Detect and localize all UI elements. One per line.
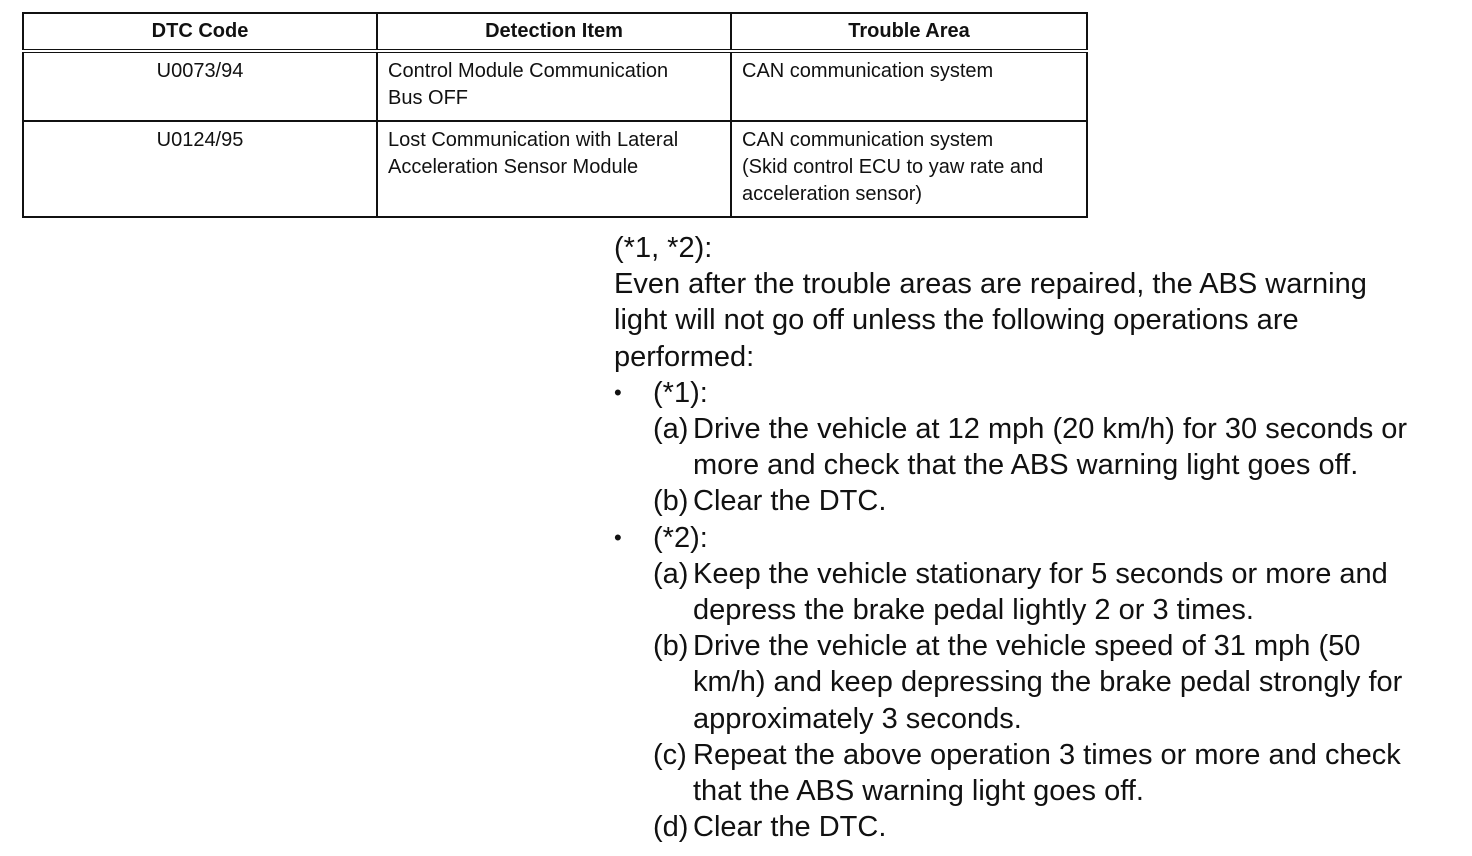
step-line: Clear the DTC. — [693, 811, 887, 844]
bullet-label: (*2): — [653, 521, 708, 554]
step-item — [614, 483, 1444, 519]
header-trouble-area: Trouble Area — [731, 13, 1087, 51]
step-line: Repeat the above operation 3 times or more and check — [693, 738, 1401, 771]
detection-item-cell — [377, 121, 731, 217]
trouble-area-cell — [731, 121, 1087, 217]
detection-line: Bus OFF — [388, 87, 469, 109]
bullet-icon: • — [614, 524, 622, 550]
step-line: more and check that the ABS warning light goes off. — [693, 449, 1359, 482]
bullet-item — [614, 375, 1444, 411]
bullet-label: (*1): — [653, 376, 708, 409]
notes-intro-line: Even after the trouble areas are repaired, the ABS warning — [614, 268, 1367, 301]
step-label: (b) — [653, 630, 689, 663]
table-row — [23, 51, 1087, 121]
header-detection-item: Detection Item — [377, 13, 731, 51]
detection-line: Lost Communication with Lateral — [388, 129, 679, 151]
table-header-row — [23, 13, 1087, 51]
bullet-icon: • — [614, 379, 622, 405]
notes-intro-line: light will not go off unless the following operations are — [614, 304, 1299, 337]
step-label: (c) — [653, 738, 687, 771]
dtc-table — [22, 12, 1088, 218]
step-line: Keep the vehicle stationary for 5 seconds or more and — [693, 557, 1388, 590]
step-line: approximately 3 seconds. — [693, 702, 1022, 735]
step-line: km/h) and keep depressing the brake pedal strongly for — [693, 666, 1403, 699]
step-line: Clear the DTC. — [693, 485, 887, 518]
trouble-line: CAN communication system — [742, 60, 994, 82]
detection-line: Control Module Communication — [388, 60, 669, 82]
step-label: (b) — [653, 485, 689, 518]
bullet-item — [614, 520, 1444, 556]
dtc-code-cell: U0073/94 — [23, 51, 377, 121]
notes-section — [614, 230, 1444, 845]
dtc-code-cell: U0124/95 — [23, 121, 377, 217]
step-item — [614, 628, 1444, 737]
trouble-line: CAN communication system — [742, 129, 994, 151]
step-item — [614, 737, 1444, 809]
trouble-line: acceleration sensor) — [742, 183, 923, 205]
step-line: depress the brake pedal lightly 2 or 3 times. — [693, 594, 1254, 627]
step-item — [614, 411, 1444, 483]
table-row — [23, 121, 1087, 217]
step-item — [614, 556, 1444, 628]
trouble-area-cell — [731, 51, 1087, 121]
detection-line: Acceleration Sensor Module — [388, 156, 639, 178]
step-label: (a) — [653, 413, 689, 446]
step-line: that the ABS warning light goes off. — [693, 775, 1144, 808]
step-line: Drive the vehicle at 12 mph (20 km/h) for 30 seconds or — [693, 413, 1408, 446]
step-line: Drive the vehicle at the vehicle speed of 31 mph (50 — [693, 630, 1361, 663]
notes-heading: (*1, *2): — [614, 232, 713, 264]
detection-item-cell — [377, 51, 731, 121]
step-label: (a) — [653, 557, 689, 590]
step-item — [614, 809, 1444, 845]
notes-intro-line: performed: — [614, 340, 755, 373]
trouble-line: (Skid control ECU to yaw rate and — [742, 156, 1044, 178]
step-label: (d) — [653, 811, 689, 844]
header-dtc-code: DTC Code — [23, 13, 377, 51]
